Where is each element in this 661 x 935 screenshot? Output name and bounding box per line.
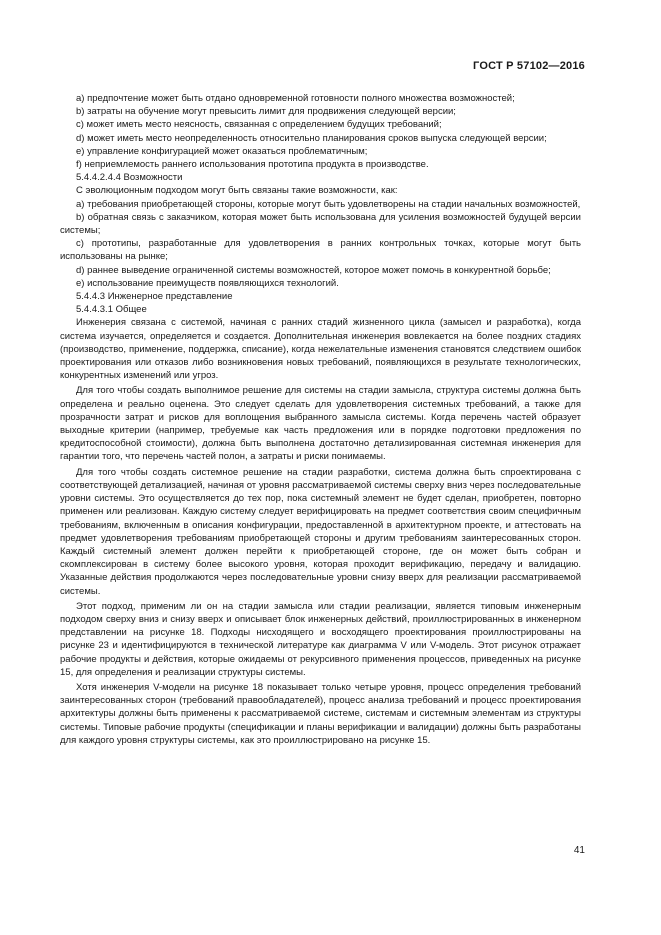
paragraph: Для того чтобы создать системное решение на стадии разработки, система должна быть спроектирована с соответствующей детализацией, начиная от уровня рассматриваемой системы сверху вниз через последовательные уровни системы. Это осуществляется до тех пор, пока системный элемент не будет сделан, приобретен, повторно применен или реализован. Каждую систему следует верифицировать на предмет соответствия своим специфичным требованиям, включенным в описания конфигурации, предоставленной в архитектурном проекте, и аттестовать на предмет удовлетворения требованиям приобретающей стороны и другим требованиям заинтересованных сторон. Каждый системный элемент должен перейти к приобретающей стороне, где он может быть собран и скомплексирован в систему более высокого уровня, которая проходит верификацию, передачу и валидацию. Указанные действия продолжаются через последовательные уровни снизу вверх для реализации рассматриваемой системы. xyxy=(60,466,581,597)
paragraph: Инженерия связана с системой, начиная с ранних стадий жизненного цикла (замысел и разработка), когда система изучается, определяется и создается. Дополнительная инженерия вовлекается на более поздних стадиях (производство, применение, поддержка, списание), когда нежелательные изменения становятся следствием ошибок проектирования или отказов либо возникновения новых требований, появляющихся в результате технологических, конкурентных изменений или угроз. xyxy=(60,317,581,382)
paragraph: Хотя инженерия V-модели на рисунке 18 показывает только четыре уровня, процесс определения требований заинтересованных сторон (требований правообладателей), процесс анализа требований и процесс проектирования архитектуры должны быть применены к рассматриваемой системе, системам и системным элементам из структуры системы. Типовые рабочие продукты (спецификации и планы верификации и валидации) должны быть разработаны для каждого уровня структуры системы, как это проиллюстрировано на рисунке 15. xyxy=(60,681,581,746)
list-item-e: e) управление конфигурацией может оказаться проблематичным; xyxy=(76,145,368,157)
list-item-b: b) обратная связь с заказчиком, которая может быть использована для усиления возможностей будущей версии системы; xyxy=(60,211,581,237)
paragraph: Для того чтобы создать выполнимое решение для системы на стадии замысла, структура системы должна быть определена и реально оценена. Это следует сделать для удовлетворения системных требований, а также для прозрачности затрат и рисков для воплощения выбранного замысла системы. Когда перечень частей образует выходные критерии (например, требуемые как часть предложения или в порядке подготовки предложения по кредитоспособной стоимости), должна быть выполнена достаточно детализированная системная инженерия для гарантии того, что перечень частей полон, а затраты и риски понимаемы. xyxy=(60,385,581,463)
list-item-a: a) требования приобретающей стороны, которые могут быть удовлетворены на стадии начальных возможностей, xyxy=(76,198,581,210)
list-item-e: e) использование преимуществ появляющихся технологий. xyxy=(76,277,339,289)
section-heading: 5.4.4.3 Инженерное представление xyxy=(76,291,233,303)
list-item-d: d) раннее выведение ограниченной системы возможностей, которое может помочь в конкурентной борьбе; xyxy=(76,264,551,276)
document-id-header: ГОСТ Р 57102—2016 xyxy=(473,60,585,72)
list-item-b: b) затраты на обучение могут превысить лимит для продвижения следующей версии; xyxy=(76,106,456,118)
section-heading: 5.4.4.2.4.4 Возможности xyxy=(76,172,183,184)
list-item-a: a) предпочтение может быть отдано одновременной готовности полного множества возможностей; xyxy=(76,93,515,104)
list-item-c: c) может иметь место неясность, связанная с определением будущих требований; xyxy=(76,119,442,131)
list-item-c: c) прототипы, разработанные для удовлетворения в ранних контрольных точках, которые могут быть использованы на рынке; xyxy=(60,238,581,263)
list-item-d: d) может иметь место неопределенность относительно планирования сроков выпуска следующей версии; xyxy=(76,132,547,144)
page-number: 41 xyxy=(573,845,585,856)
section-heading: 5.4.4.3.1 Общее xyxy=(76,304,147,316)
document-body xyxy=(60,92,581,747)
list-item-f: f) неприемлемость раннего использования прототипа продукта в производстве. xyxy=(76,159,429,171)
paragraph: С эволюционным подходом могут быть связаны такие возможности, как: xyxy=(76,185,398,197)
paragraph: Этот подход, применим ли он на стадии замысла или стадии реализации, является типовым инженерным подходом сверху вниз и снизу вверх и описывает блок инженерных действий, проиллюстрированных в инженерном представлении на рисунке 18. Подходы нисходящего и восходящего проектирования проиллюстрированы на рисунке 23 и идентифицируются в технической литературе как диаграмма V или V-модель. Этот рисунок отражает рабочие продукты и действия, которые ожидаемы от рекурсивного применения процессов, приведенных на рисунке 15, для определения и реализации структуры системы. xyxy=(60,600,581,678)
